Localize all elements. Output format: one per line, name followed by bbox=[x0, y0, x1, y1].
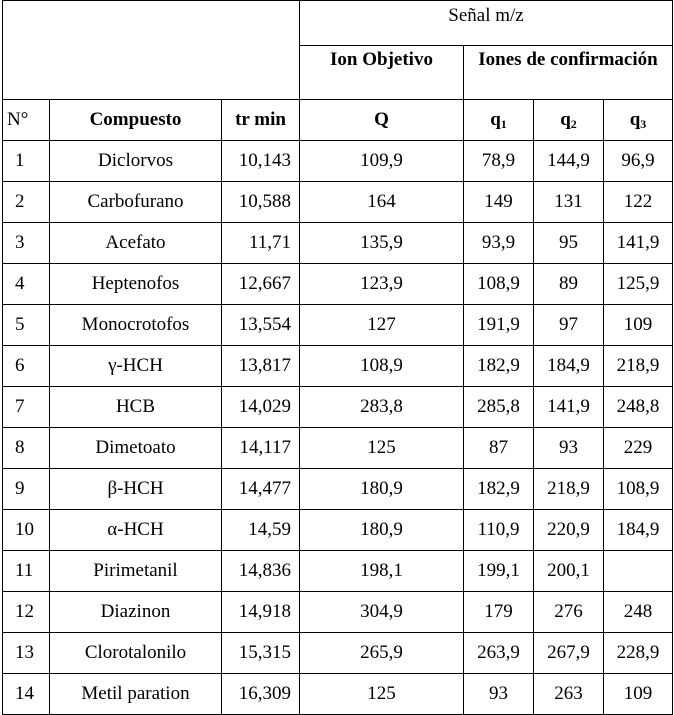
cell-q3: 218,9 bbox=[604, 346, 673, 387]
cell-q2: 95 bbox=[534, 223, 604, 264]
cell-compound: Diclorvos bbox=[50, 141, 222, 182]
cell-target-ion: 127 bbox=[300, 305, 464, 346]
cell-q1: 285,8 bbox=[464, 387, 534, 428]
cell-q2: 218,9 bbox=[534, 469, 604, 510]
cell-q2: 267,9 bbox=[534, 633, 604, 674]
col-header-q2-sub: 2 bbox=[570, 116, 577, 131]
cell-q2: 97 bbox=[534, 305, 604, 346]
cell-number: 1 bbox=[3, 141, 50, 182]
cell-q2: 200,1 bbox=[534, 551, 604, 592]
cell-q2: 89 bbox=[534, 264, 604, 305]
target-ion-header: Ion Objetivo bbox=[300, 46, 464, 100]
cell-q3: 184,9 bbox=[604, 510, 673, 551]
cell-q2: 131 bbox=[534, 182, 604, 223]
cell-number: 8 bbox=[3, 428, 50, 469]
cell-q3: 125,9 bbox=[604, 264, 673, 305]
cell-number: 3 bbox=[3, 223, 50, 264]
col-header-q1-sub: 1 bbox=[500, 116, 507, 131]
header-blank-cell bbox=[3, 1, 300, 100]
cell-q1: 93 bbox=[464, 674, 534, 715]
cell-retention-time: 14,836 bbox=[222, 551, 300, 592]
cell-compound: Heptenofos bbox=[50, 264, 222, 305]
pesticide-ion-table bbox=[2, 0, 673, 715]
cell-q2: 220,9 bbox=[534, 510, 604, 551]
cell-q3: 248,8 bbox=[604, 387, 673, 428]
cell-q1: 263,9 bbox=[464, 633, 534, 674]
cell-q2: 141,9 bbox=[534, 387, 604, 428]
cell-compound: α-HCH bbox=[50, 510, 222, 551]
cell-target-ion: 164 bbox=[300, 182, 464, 223]
table-row bbox=[3, 223, 673, 264]
col-header-q1 bbox=[464, 100, 534, 141]
cell-q3: 228,9 bbox=[604, 633, 673, 674]
cell-target-ion: 125 bbox=[300, 428, 464, 469]
col-header-q3-sub: 3 bbox=[640, 116, 647, 131]
cell-compound: Metil paration bbox=[50, 674, 222, 715]
cell-q1: 182,9 bbox=[464, 469, 534, 510]
cell-q3: 122 bbox=[604, 182, 673, 223]
cell-compound: Clorotalonilo bbox=[50, 633, 222, 674]
cell-number: 12 bbox=[3, 592, 50, 633]
cell-q1: 199,1 bbox=[464, 551, 534, 592]
cell-number: 5 bbox=[3, 305, 50, 346]
cell-retention-time: 14,477 bbox=[222, 469, 300, 510]
cell-retention-time: 14,029 bbox=[222, 387, 300, 428]
col-header-q3 bbox=[604, 100, 673, 141]
cell-target-ion: 180,9 bbox=[300, 510, 464, 551]
table-row bbox=[3, 428, 673, 469]
cell-q2: 184,9 bbox=[534, 346, 604, 387]
cell-q3: 141,9 bbox=[604, 223, 673, 264]
confirmation-ions-header: Iones de confirmación bbox=[464, 46, 673, 100]
cell-number: 6 bbox=[3, 346, 50, 387]
cell-number: 4 bbox=[3, 264, 50, 305]
table-body bbox=[3, 141, 673, 715]
cell-q1: 78,9 bbox=[464, 141, 534, 182]
cell-compound: Diazinon bbox=[50, 592, 222, 633]
col-header-tr: tr min bbox=[222, 100, 300, 141]
cell-number: 9 bbox=[3, 469, 50, 510]
cell-q3: 96,9 bbox=[604, 141, 673, 182]
col-header-q: Q bbox=[300, 100, 464, 141]
cell-compound: Pirimetanil bbox=[50, 551, 222, 592]
cell-q3: 109 bbox=[604, 674, 673, 715]
cell-q3: 229 bbox=[604, 428, 673, 469]
table-row bbox=[3, 264, 673, 305]
cell-compound: Carbofurano bbox=[50, 182, 222, 223]
col-header-q2 bbox=[534, 100, 604, 141]
cell-retention-time: 12,667 bbox=[222, 264, 300, 305]
cell-compound: γ-HCH bbox=[50, 346, 222, 387]
cell-target-ion: 135,9 bbox=[300, 223, 464, 264]
cell-retention-time: 16,309 bbox=[222, 674, 300, 715]
cell-q1: 110,9 bbox=[464, 510, 534, 551]
cell-q2: 93 bbox=[534, 428, 604, 469]
cell-q1: 182,9 bbox=[464, 346, 534, 387]
cell-q3: 248 bbox=[604, 592, 673, 633]
table-row bbox=[3, 551, 673, 592]
header-row-columns bbox=[3, 100, 673, 141]
col-header-q1-letter: q bbox=[490, 108, 501, 130]
cell-retention-time: 10,143 bbox=[222, 141, 300, 182]
cell-q3: 108,9 bbox=[604, 469, 673, 510]
cell-number: 2 bbox=[3, 182, 50, 223]
cell-q2: 263 bbox=[534, 674, 604, 715]
cell-target-ion: 198,1 bbox=[300, 551, 464, 592]
cell-retention-time: 14,59 bbox=[222, 510, 300, 551]
cell-number: 11 bbox=[3, 551, 50, 592]
table-row bbox=[3, 305, 673, 346]
table-row bbox=[3, 141, 673, 182]
cell-target-ion: 108,9 bbox=[300, 346, 464, 387]
cell-compound: β-HCH bbox=[50, 469, 222, 510]
table-row bbox=[3, 182, 673, 223]
table-row bbox=[3, 633, 673, 674]
cell-retention-time: 13,554 bbox=[222, 305, 300, 346]
cell-q3 bbox=[604, 551, 673, 592]
cell-number: 14 bbox=[3, 674, 50, 715]
cell-retention-time: 13,817 bbox=[222, 346, 300, 387]
col-header-compound: Compuesto bbox=[50, 100, 222, 141]
cell-retention-time: 10,588 bbox=[222, 182, 300, 223]
cell-number: 13 bbox=[3, 633, 50, 674]
cell-q1: 179 bbox=[464, 592, 534, 633]
cell-target-ion: 180,9 bbox=[300, 469, 464, 510]
col-header-q3-letter: q bbox=[629, 108, 641, 130]
cell-target-ion: 283,8 bbox=[300, 387, 464, 428]
cell-compound: Monocrotofos bbox=[50, 305, 222, 346]
cell-compound: HCB bbox=[50, 387, 222, 428]
cell-retention-time: 11,71 bbox=[222, 223, 300, 264]
cell-q1: 149 bbox=[464, 182, 534, 223]
cell-q1: 93,9 bbox=[464, 223, 534, 264]
cell-q2: 276 bbox=[534, 592, 604, 633]
table-row bbox=[3, 387, 673, 428]
cell-number: 7 bbox=[3, 387, 50, 428]
cell-target-ion: 304,9 bbox=[300, 592, 464, 633]
cell-q1: 191,9 bbox=[464, 305, 534, 346]
cell-target-ion: 125 bbox=[300, 674, 464, 715]
cell-compound: Acefato bbox=[50, 223, 222, 264]
col-header-no: N° bbox=[3, 100, 50, 141]
cell-target-ion: 265,9 bbox=[300, 633, 464, 674]
table-row bbox=[3, 346, 673, 387]
table-row bbox=[3, 674, 673, 715]
cell-q1: 87 bbox=[464, 428, 534, 469]
cell-retention-time: 14,117 bbox=[222, 428, 300, 469]
cell-retention-time: 14,918 bbox=[222, 592, 300, 633]
table-row bbox=[3, 592, 673, 633]
cell-target-ion: 123,9 bbox=[300, 264, 464, 305]
table-row bbox=[3, 510, 673, 551]
header-row-signal bbox=[3, 1, 673, 46]
cell-q3: 109 bbox=[604, 305, 673, 346]
signal-mz-header: Señal m/z bbox=[300, 1, 673, 46]
cell-target-ion: 109,9 bbox=[300, 141, 464, 182]
cell-q2: 144,9 bbox=[534, 141, 604, 182]
table-row bbox=[3, 469, 673, 510]
cell-compound: Dimetoato bbox=[50, 428, 222, 469]
cell-retention-time: 15,315 bbox=[222, 633, 300, 674]
col-header-q2-letter: q bbox=[560, 108, 571, 130]
cell-q1: 108,9 bbox=[464, 264, 534, 305]
cell-number: 10 bbox=[3, 510, 50, 551]
